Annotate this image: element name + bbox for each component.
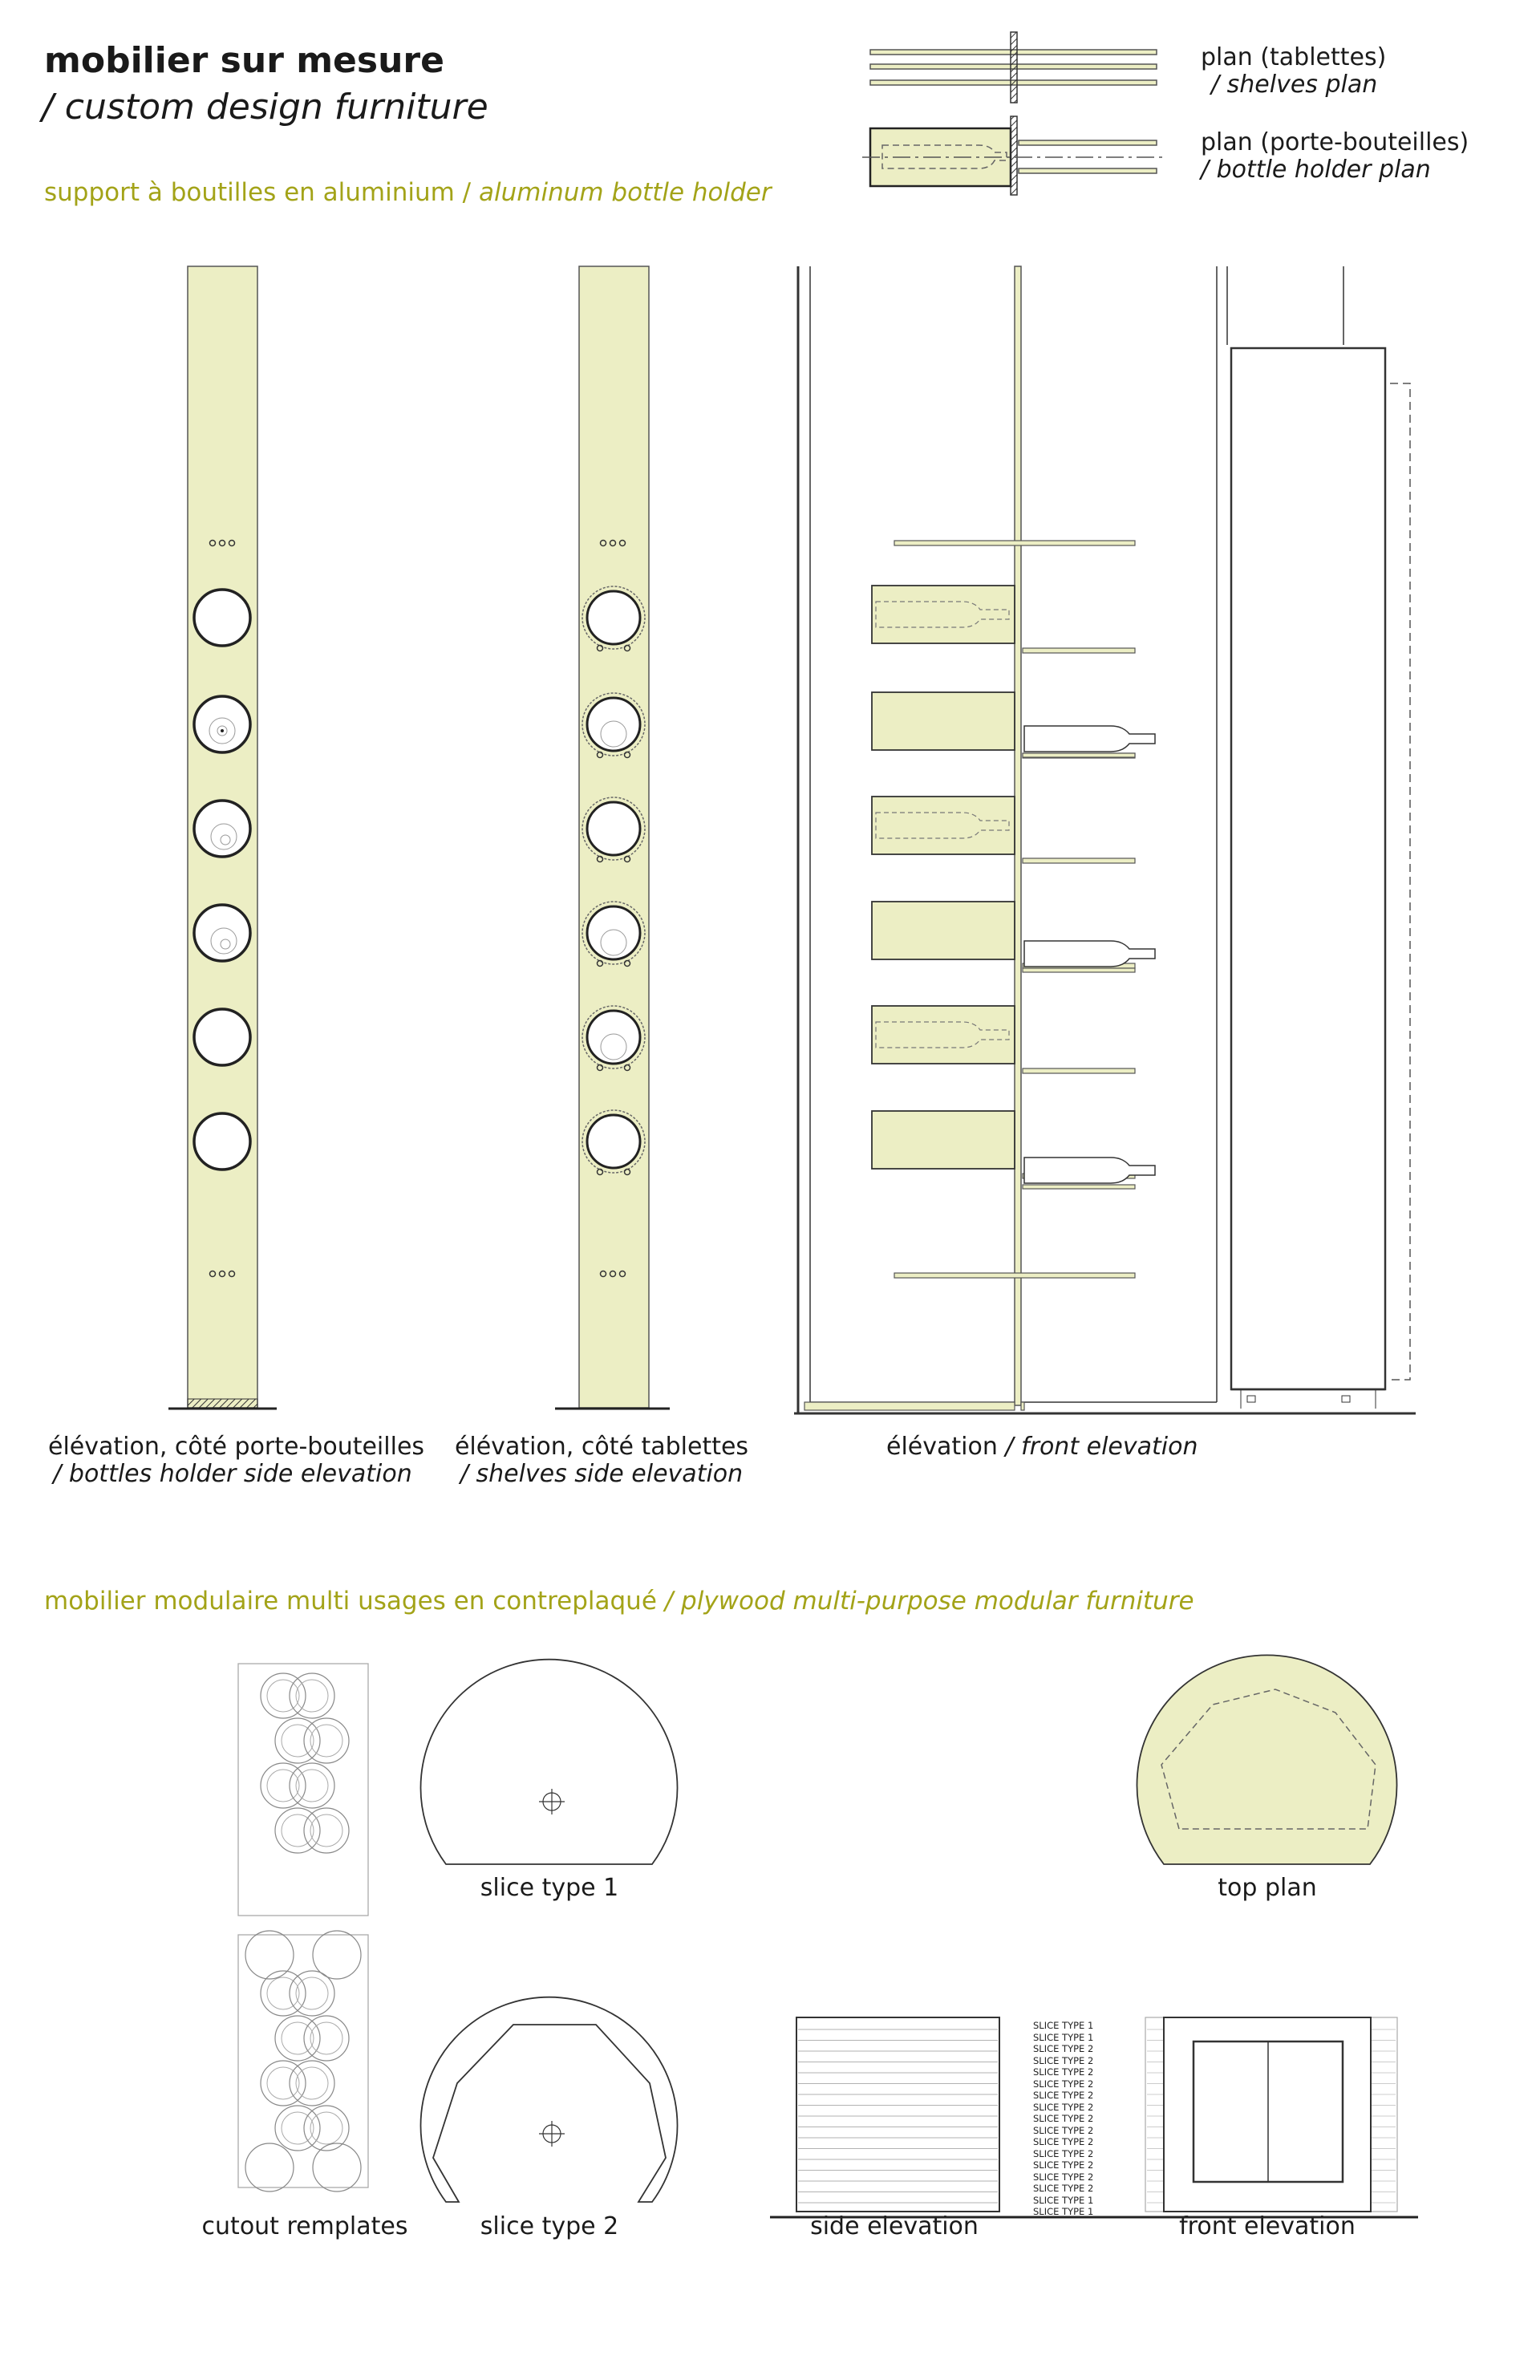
slice-list-item: SLICE TYPE 2 bbox=[1033, 2124, 1094, 2136]
caption-bottle-side-en: / bottles holder side elevation bbox=[53, 1460, 412, 1488]
slice-list-item: SLICE TYPE 1 bbox=[1033, 2206, 1094, 2217]
front-elevation-drawing bbox=[1145, 2017, 1397, 2212]
label-side-elevation: side elevation bbox=[810, 2212, 979, 2240]
slice-type-1-drawing bbox=[421, 1660, 678, 1864]
slice-list-item: SLICE TYPE 2 bbox=[1033, 2113, 1094, 2124]
slice-list-item: SLICE TYPE 1 bbox=[1033, 2194, 1094, 2206]
caption-bottle-side-fr: élévation, côté porte-bouteilles bbox=[48, 1433, 425, 1461]
label-front-elevation: front elevation bbox=[1179, 2212, 1356, 2240]
label-cutout-templates: cutout remplates bbox=[201, 2212, 408, 2240]
slice-list-item: SLICE TYPE 2 bbox=[1033, 2054, 1094, 2066]
front-elevation bbox=[794, 266, 1416, 1413]
section-title-plywood bbox=[44, 1587, 1194, 1616]
slice-list-item: SLICE TYPE 1 bbox=[1033, 2020, 1094, 2031]
page-title: mobilier sur mesure bbox=[44, 40, 444, 81]
cutout-templates bbox=[238, 1664, 368, 2191]
shelf-side-elevation bbox=[555, 266, 670, 1409]
section-title-plywood-fr: mobilier modulaire multi usages en contreplaqué bbox=[44, 1587, 657, 1616]
slice-list-item: SLICE TYPE 2 bbox=[1033, 2101, 1094, 2113]
section-title-aluminum-en: aluminum bottle holder bbox=[479, 178, 772, 207]
bottle-side-elevation bbox=[168, 266, 277, 1409]
legend-bottle-plan-icon bbox=[862, 116, 1165, 195]
slice-list-item: SLICE TYPE 2 bbox=[1033, 2066, 1094, 2078]
slice-list-item: SLICE TYPE 2 bbox=[1033, 2136, 1094, 2147]
top-plan-drawing bbox=[1137, 1655, 1397, 1864]
slice-list-item: SLICE TYPE 2 bbox=[1033, 2159, 1094, 2171]
slice-list-item: SLICE TYPE 1 bbox=[1033, 2031, 1094, 2043]
label-top-plan: top plan bbox=[1218, 1874, 1317, 1902]
page-subtitle: / custom design furniture bbox=[42, 87, 488, 128]
slice-list-item: SLICE TYPE 2 bbox=[1033, 2043, 1094, 2054]
slice-list-item: SLICE TYPE 2 bbox=[1033, 2090, 1094, 2101]
slice-type-list bbox=[1033, 2020, 1113, 2218]
caption-shelf-side-en: / shelves side elevation bbox=[460, 1460, 744, 1488]
slice-list-item: SLICE TYPE 2 bbox=[1033, 2147, 1094, 2159]
legend-bottle-fr: plan (porte-bouteilles) bbox=[1201, 128, 1469, 156]
label-slice-type-1: slice type 1 bbox=[480, 1874, 619, 1902]
slice-list-item: SLICE TYPE 2 bbox=[1033, 2078, 1094, 2090]
slice-type-2-drawing bbox=[421, 1997, 678, 2202]
legend-shelves-en: / shelves plan bbox=[1211, 71, 1378, 99]
section-title-aluminum-fr: support à boutilles en aluminium / bbox=[44, 178, 472, 207]
legend-shelves-plan-icon bbox=[870, 32, 1157, 103]
legend-bottle-en: / bottle holder plan bbox=[1201, 156, 1431, 184]
slice-list-item: SLICE TYPE 2 bbox=[1033, 2171, 1094, 2183]
legend-shelves-fr: plan (tablettes) bbox=[1201, 43, 1387, 71]
caption-front-fr: élévation bbox=[886, 1433, 998, 1461]
caption-front-en: / front elevation bbox=[1005, 1433, 1198, 1461]
section-title-plywood-en: / plywood multi-purpose modular furniture bbox=[664, 1587, 1194, 1616]
label-slice-type-2: slice type 2 bbox=[480, 2212, 619, 2240]
side-elevation-drawing bbox=[796, 2017, 999, 2212]
caption-front-elevation bbox=[886, 1433, 1198, 1461]
caption-shelf-side-fr: élévation, côté tablettes bbox=[454, 1433, 749, 1461]
slice-list-item: SLICE TYPE 2 bbox=[1033, 2183, 1094, 2194]
section-title-aluminum bbox=[44, 178, 772, 207]
